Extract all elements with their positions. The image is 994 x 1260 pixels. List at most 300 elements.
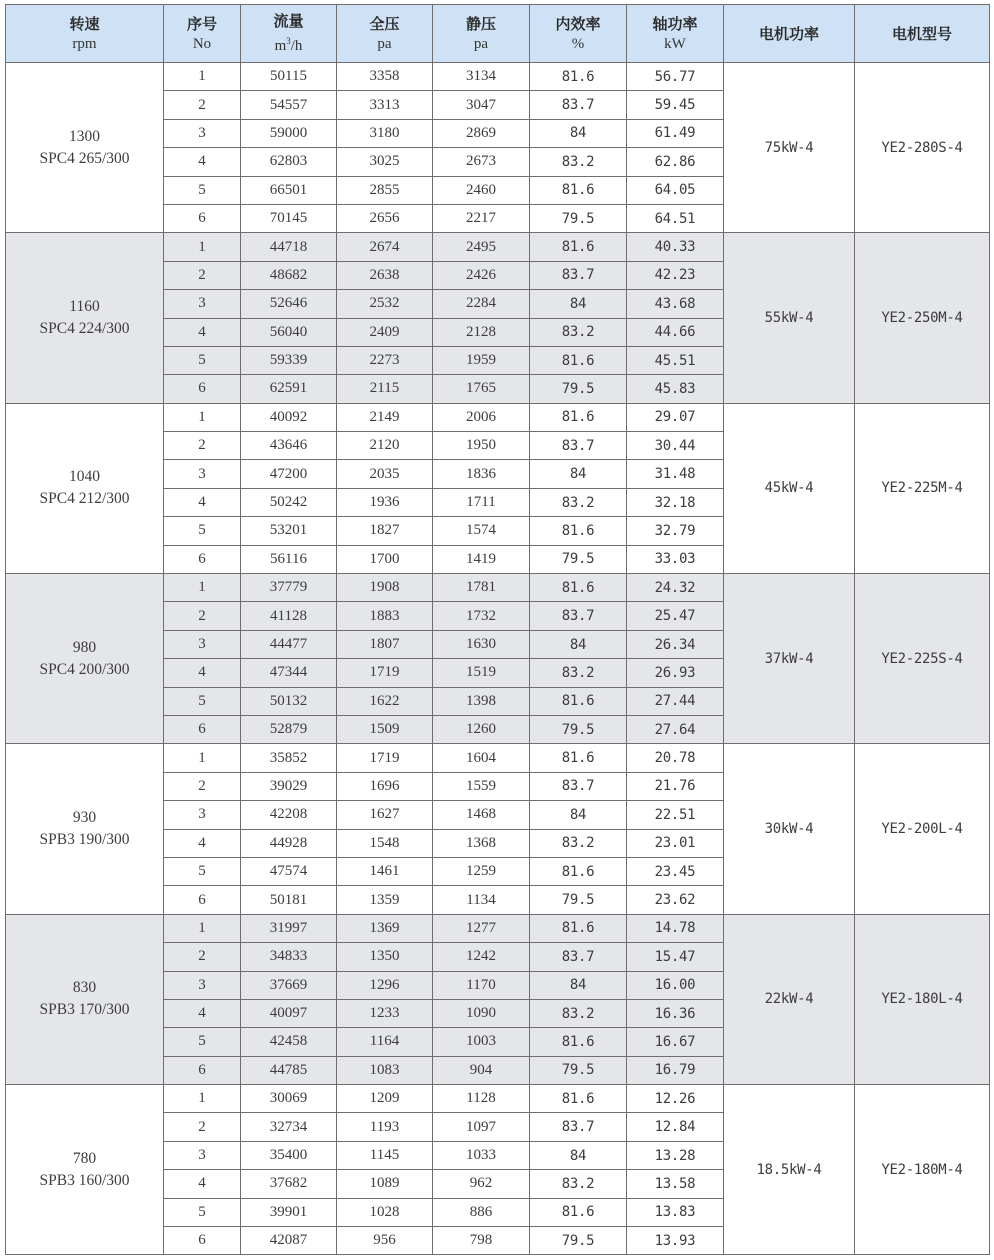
fan-model: SPB3 190/300 bbox=[39, 831, 130, 849]
total-pressure-cell: 1548 bbox=[337, 829, 433, 857]
efficiency-cell: 79.5 bbox=[530, 204, 627, 232]
efficiency-cell: 81.6 bbox=[530, 346, 627, 374]
shaft-power-cell: 62.86 bbox=[627, 148, 724, 176]
flow-cell: 50132 bbox=[241, 687, 337, 715]
total-pressure-cell: 1509 bbox=[337, 715, 433, 743]
row-no: 6 bbox=[164, 886, 241, 914]
efficiency-cell: 81.6 bbox=[530, 1198, 627, 1226]
static-pressure-cell: 1090 bbox=[433, 999, 530, 1027]
speed-value: 780 bbox=[72, 1149, 97, 1167]
row-no: 5 bbox=[164, 687, 241, 715]
table-row bbox=[6, 63, 990, 91]
shaft-power-cell: 31.48 bbox=[627, 460, 724, 488]
efficiency-cell: 79.5 bbox=[530, 1227, 627, 1255]
fan-performance-table bbox=[5, 4, 990, 1255]
shaft-power-cell: 27.44 bbox=[627, 687, 724, 715]
row-no: 5 bbox=[164, 1028, 241, 1056]
motor-model-cell: YE2-280S-4 bbox=[855, 63, 990, 233]
static-pressure-cell: 1134 bbox=[433, 886, 530, 914]
flow-cell: 70145 bbox=[241, 204, 337, 232]
total-pressure-cell: 1233 bbox=[337, 999, 433, 1027]
flow-cell: 31997 bbox=[241, 914, 337, 942]
static-pressure-cell: 1368 bbox=[433, 829, 530, 857]
static-pressure-cell: 2006 bbox=[433, 403, 530, 431]
flow-cell: 56116 bbox=[241, 545, 337, 573]
row-no: 4 bbox=[164, 1170, 241, 1198]
row-no: 4 bbox=[164, 829, 241, 857]
total-pressure-cell: 3313 bbox=[337, 91, 433, 119]
flow-cell: 42208 bbox=[241, 801, 337, 829]
flow-cell: 62803 bbox=[241, 148, 337, 176]
static-pressure-cell: 1033 bbox=[433, 1141, 530, 1169]
table-body bbox=[6, 63, 990, 1255]
efficiency-cell: 84 bbox=[530, 971, 627, 999]
total-pressure-cell: 1807 bbox=[337, 630, 433, 658]
header-internal-efficiency: 内效率 % bbox=[530, 5, 627, 63]
row-no: 4 bbox=[164, 148, 241, 176]
header-motor-power: 电机功率 bbox=[724, 5, 855, 63]
total-pressure-cell: 1700 bbox=[337, 545, 433, 573]
shaft-power-cell: 13.28 bbox=[627, 1141, 724, 1169]
shaft-power-cell: 44.66 bbox=[627, 318, 724, 346]
flow-cell: 44718 bbox=[241, 233, 337, 261]
speed-model-cell bbox=[6, 233, 164, 403]
shaft-power-cell: 24.32 bbox=[627, 574, 724, 602]
fan-model: SPC4 224/300 bbox=[39, 320, 130, 338]
static-pressure-cell: 1170 bbox=[433, 971, 530, 999]
flow-cell: 35400 bbox=[241, 1141, 337, 1169]
total-pressure-cell: 1627 bbox=[337, 801, 433, 829]
static-pressure-cell: 2128 bbox=[433, 318, 530, 346]
total-pressure-cell: 2409 bbox=[337, 318, 433, 346]
total-pressure-cell: 2855 bbox=[337, 176, 433, 204]
speed-model-cell bbox=[6, 1085, 164, 1255]
shaft-power-cell: 13.93 bbox=[627, 1227, 724, 1255]
row-no: 2 bbox=[164, 943, 241, 971]
flow-cell: 50115 bbox=[241, 63, 337, 91]
speed-value: 1300 bbox=[69, 127, 100, 145]
static-pressure-cell: 904 bbox=[433, 1056, 530, 1084]
flow-cell: 48682 bbox=[241, 261, 337, 289]
static-pressure-cell: 1259 bbox=[433, 857, 530, 885]
static-pressure-cell: 1574 bbox=[433, 517, 530, 545]
shaft-power-cell: 42.23 bbox=[627, 261, 724, 289]
motor-power-cell: 22kW-4 bbox=[724, 914, 855, 1084]
flow-cell: 50242 bbox=[241, 488, 337, 516]
total-pressure-cell: 2638 bbox=[337, 261, 433, 289]
total-pressure-cell: 2656 bbox=[337, 204, 433, 232]
row-no: 3 bbox=[164, 801, 241, 829]
shaft-power-cell: 45.83 bbox=[627, 375, 724, 403]
static-pressure-cell: 2217 bbox=[433, 204, 530, 232]
header-shaft-power: 轴功率 kW bbox=[627, 5, 724, 63]
row-no: 6 bbox=[164, 375, 241, 403]
flow-cell: 42087 bbox=[241, 1227, 337, 1255]
efficiency-cell: 79.5 bbox=[530, 886, 627, 914]
row-no: 4 bbox=[164, 999, 241, 1027]
flow-cell: 56040 bbox=[241, 318, 337, 346]
total-pressure-cell: 1719 bbox=[337, 659, 433, 687]
row-no: 1 bbox=[164, 574, 241, 602]
efficiency-cell: 84 bbox=[530, 460, 627, 488]
static-pressure-cell: 1097 bbox=[433, 1113, 530, 1141]
flow-cell: 59000 bbox=[241, 119, 337, 147]
row-no: 6 bbox=[164, 1056, 241, 1084]
total-pressure-cell: 1164 bbox=[337, 1028, 433, 1056]
table-row bbox=[6, 914, 990, 942]
efficiency-cell: 83.7 bbox=[530, 261, 627, 289]
total-pressure-cell: 1908 bbox=[337, 574, 433, 602]
row-no: 3 bbox=[164, 460, 241, 488]
total-pressure-cell: 1359 bbox=[337, 886, 433, 914]
efficiency-cell: 83.7 bbox=[530, 772, 627, 800]
motor-model-cell: YE2-200L-4 bbox=[855, 744, 990, 914]
static-pressure-cell: 1959 bbox=[433, 346, 530, 374]
row-no: 4 bbox=[164, 659, 241, 687]
flow-cell: 52879 bbox=[241, 715, 337, 743]
header-motor-model: 电机型号 bbox=[855, 5, 990, 63]
total-pressure-cell: 2120 bbox=[337, 432, 433, 460]
efficiency-cell: 83.7 bbox=[530, 943, 627, 971]
static-pressure-cell: 798 bbox=[433, 1227, 530, 1255]
row-no: 6 bbox=[164, 545, 241, 573]
shaft-power-cell: 56.77 bbox=[627, 63, 724, 91]
shaft-power-cell: 12.84 bbox=[627, 1113, 724, 1141]
total-pressure-cell: 1461 bbox=[337, 857, 433, 885]
flow-cell: 39901 bbox=[241, 1198, 337, 1226]
shaft-power-cell: 61.49 bbox=[627, 119, 724, 147]
efficiency-cell: 81.6 bbox=[530, 233, 627, 261]
efficiency-cell: 83.7 bbox=[530, 1113, 627, 1141]
row-no: 2 bbox=[164, 772, 241, 800]
flow-cell: 44928 bbox=[241, 829, 337, 857]
shaft-power-cell: 23.01 bbox=[627, 829, 724, 857]
row-no: 4 bbox=[164, 318, 241, 346]
efficiency-cell: 84 bbox=[530, 290, 627, 318]
flow-cell: 44477 bbox=[241, 630, 337, 658]
static-pressure-cell: 1836 bbox=[433, 460, 530, 488]
total-pressure-cell: 2532 bbox=[337, 290, 433, 318]
shaft-power-cell: 23.45 bbox=[627, 857, 724, 885]
table-header bbox=[6, 5, 990, 63]
total-pressure-cell: 1145 bbox=[337, 1141, 433, 1169]
efficiency-cell: 83.2 bbox=[530, 488, 627, 516]
total-pressure-cell: 1883 bbox=[337, 602, 433, 630]
flow-cell: 40092 bbox=[241, 403, 337, 431]
header-total-pressure: 全压 pa bbox=[337, 5, 433, 63]
flow-cell: 37682 bbox=[241, 1170, 337, 1198]
total-pressure-cell: 956 bbox=[337, 1227, 433, 1255]
header-static-pressure: 静压 pa bbox=[433, 5, 530, 63]
static-pressure-cell: 2673 bbox=[433, 148, 530, 176]
fan-model: SPC4 200/300 bbox=[39, 660, 130, 678]
total-pressure-cell: 1083 bbox=[337, 1056, 433, 1084]
motor-power-cell: 55kW-4 bbox=[724, 233, 855, 403]
speed-value: 930 bbox=[72, 809, 97, 827]
motor-power-cell: 18.5kW-4 bbox=[724, 1085, 855, 1255]
flow-cell: 50181 bbox=[241, 886, 337, 914]
efficiency-cell: 83.2 bbox=[530, 659, 627, 687]
shaft-power-cell: 20.78 bbox=[627, 744, 724, 772]
speed-model-cell bbox=[6, 403, 164, 573]
total-pressure-cell: 2115 bbox=[337, 375, 433, 403]
static-pressure-cell: 2426 bbox=[433, 261, 530, 289]
flow-cell: 47200 bbox=[241, 460, 337, 488]
flow-cell: 42458 bbox=[241, 1028, 337, 1056]
shaft-power-cell: 30.44 bbox=[627, 432, 724, 460]
shaft-power-cell: 59.45 bbox=[627, 91, 724, 119]
fan-model: SPB3 170/300 bbox=[39, 1001, 130, 1019]
speed-value: 1160 bbox=[69, 298, 100, 316]
shaft-power-cell: 40.33 bbox=[627, 233, 724, 261]
flow-cell: 44785 bbox=[241, 1056, 337, 1084]
efficiency-cell: 83.7 bbox=[530, 602, 627, 630]
efficiency-cell: 79.5 bbox=[530, 1056, 627, 1084]
flow-cell: 34833 bbox=[241, 943, 337, 971]
flow-cell: 43646 bbox=[241, 432, 337, 460]
shaft-power-cell: 27.64 bbox=[627, 715, 724, 743]
flow-cell: 40097 bbox=[241, 999, 337, 1027]
total-pressure-cell: 1936 bbox=[337, 488, 433, 516]
fan-model: SPC4 212/300 bbox=[39, 490, 130, 508]
table-row bbox=[6, 574, 990, 602]
shaft-power-cell: 32.18 bbox=[627, 488, 724, 516]
motor-model-cell: YE2-225S-4 bbox=[855, 574, 990, 744]
speed-value: 1040 bbox=[69, 468, 100, 486]
static-pressure-cell: 962 bbox=[433, 1170, 530, 1198]
static-pressure-cell: 886 bbox=[433, 1198, 530, 1226]
row-no: 2 bbox=[164, 1113, 241, 1141]
row-no: 3 bbox=[164, 119, 241, 147]
speed-model-cell bbox=[6, 744, 164, 914]
efficiency-cell: 84 bbox=[530, 630, 627, 658]
shaft-power-cell: 64.05 bbox=[627, 176, 724, 204]
efficiency-cell: 79.5 bbox=[530, 545, 627, 573]
flow-cell: 62591 bbox=[241, 375, 337, 403]
row-no: 5 bbox=[164, 176, 241, 204]
static-pressure-cell: 2284 bbox=[433, 290, 530, 318]
row-no: 2 bbox=[164, 602, 241, 630]
static-pressure-cell: 1277 bbox=[433, 914, 530, 942]
total-pressure-cell: 1369 bbox=[337, 914, 433, 942]
static-pressure-cell: 1260 bbox=[433, 715, 530, 743]
total-pressure-cell: 2674 bbox=[337, 233, 433, 261]
flow-cell: 35852 bbox=[241, 744, 337, 772]
total-pressure-cell: 2273 bbox=[337, 346, 433, 374]
flow-cell: 41128 bbox=[241, 602, 337, 630]
efficiency-cell: 81.6 bbox=[530, 1028, 627, 1056]
shaft-power-cell: 43.68 bbox=[627, 290, 724, 318]
total-pressure-cell: 2149 bbox=[337, 403, 433, 431]
speed-model-cell bbox=[6, 914, 164, 1084]
shaft-power-cell: 16.67 bbox=[627, 1028, 724, 1056]
flow-cell: 47574 bbox=[241, 857, 337, 885]
total-pressure-cell: 1193 bbox=[337, 1113, 433, 1141]
header-speed: 转速 rpm bbox=[6, 5, 164, 63]
header-no: 序号 No bbox=[164, 5, 241, 63]
shaft-power-cell: 64.51 bbox=[627, 204, 724, 232]
shaft-power-cell: 32.79 bbox=[627, 517, 724, 545]
static-pressure-cell: 1519 bbox=[433, 659, 530, 687]
shaft-power-cell: 16.00 bbox=[627, 971, 724, 999]
shaft-power-cell: 25.47 bbox=[627, 602, 724, 630]
flow-cell: 53201 bbox=[241, 517, 337, 545]
efficiency-cell: 83.2 bbox=[530, 148, 627, 176]
total-pressure-cell: 1209 bbox=[337, 1085, 433, 1113]
static-pressure-cell: 1630 bbox=[433, 630, 530, 658]
row-no: 1 bbox=[164, 63, 241, 91]
static-pressure-cell: 1559 bbox=[433, 772, 530, 800]
row-no: 6 bbox=[164, 204, 241, 232]
flow-cell: 52646 bbox=[241, 290, 337, 318]
efficiency-cell: 81.6 bbox=[530, 176, 627, 204]
efficiency-cell: 83.2 bbox=[530, 318, 627, 346]
static-pressure-cell: 1711 bbox=[433, 488, 530, 516]
static-pressure-cell: 1128 bbox=[433, 1085, 530, 1113]
header-flow: 流量 $m^3/h$ bbox=[241, 5, 337, 63]
static-pressure-cell: 1419 bbox=[433, 545, 530, 573]
efficiency-cell: 83.7 bbox=[530, 91, 627, 119]
row-no: 6 bbox=[164, 1227, 241, 1255]
flow-cell: 39029 bbox=[241, 772, 337, 800]
flow-cell: 47344 bbox=[241, 659, 337, 687]
shaft-power-cell: 16.36 bbox=[627, 999, 724, 1027]
row-no: 2 bbox=[164, 91, 241, 119]
static-pressure-cell: 2460 bbox=[433, 176, 530, 204]
efficiency-cell: 81.6 bbox=[530, 687, 627, 715]
static-pressure-cell: 2495 bbox=[433, 233, 530, 261]
row-no: 1 bbox=[164, 233, 241, 261]
static-pressure-cell: 1398 bbox=[433, 687, 530, 715]
total-pressure-cell: 1696 bbox=[337, 772, 433, 800]
efficiency-cell: 81.6 bbox=[530, 63, 627, 91]
motor-power-cell: 37kW-4 bbox=[724, 574, 855, 744]
shaft-power-cell: 21.76 bbox=[627, 772, 724, 800]
static-pressure-cell: 2869 bbox=[433, 119, 530, 147]
motor-power-cell: 30kW-4 bbox=[724, 744, 855, 914]
total-pressure-cell: 3358 bbox=[337, 63, 433, 91]
row-no: 1 bbox=[164, 914, 241, 942]
flow-cell: 37779 bbox=[241, 574, 337, 602]
flow-cell: 59339 bbox=[241, 346, 337, 374]
static-pressure-cell: 1604 bbox=[433, 744, 530, 772]
efficiency-cell: 84 bbox=[530, 119, 627, 147]
row-no: 1 bbox=[164, 1085, 241, 1113]
efficiency-cell: 81.6 bbox=[530, 857, 627, 885]
flow-cell: 54557 bbox=[241, 91, 337, 119]
flow-cell: 32734 bbox=[241, 1113, 337, 1141]
efficiency-cell: 81.6 bbox=[530, 574, 627, 602]
efficiency-cell: 81.6 bbox=[530, 403, 627, 431]
total-pressure-cell: 1028 bbox=[337, 1198, 433, 1226]
flow-cell: 37669 bbox=[241, 971, 337, 999]
shaft-power-cell: 45.51 bbox=[627, 346, 724, 374]
shaft-power-cell: 29.07 bbox=[627, 403, 724, 431]
shaft-power-cell: 26.93 bbox=[627, 659, 724, 687]
static-pressure-cell: 1781 bbox=[433, 574, 530, 602]
efficiency-cell: 81.6 bbox=[530, 914, 627, 942]
speed-model-cell bbox=[6, 63, 164, 233]
fan-model: SPC4 265/300 bbox=[39, 149, 130, 167]
efficiency-cell: 83.2 bbox=[530, 829, 627, 857]
total-pressure-cell: 1719 bbox=[337, 744, 433, 772]
speed-model-cell bbox=[6, 574, 164, 744]
static-pressure-cell: 1468 bbox=[433, 801, 530, 829]
row-no: 3 bbox=[164, 630, 241, 658]
table-row bbox=[6, 744, 990, 772]
fan-model: SPB3 160/300 bbox=[39, 1171, 130, 1189]
row-no: 5 bbox=[164, 346, 241, 374]
static-pressure-cell: 1003 bbox=[433, 1028, 530, 1056]
static-pressure-cell: 1950 bbox=[433, 432, 530, 460]
shaft-power-cell: 13.83 bbox=[627, 1198, 724, 1226]
row-no: 2 bbox=[164, 261, 241, 289]
motor-power-cell: 75kW-4 bbox=[724, 63, 855, 233]
static-pressure-cell: 1242 bbox=[433, 943, 530, 971]
row-no: 5 bbox=[164, 517, 241, 545]
total-pressure-cell: 1296 bbox=[337, 971, 433, 999]
shaft-power-cell: 15.47 bbox=[627, 943, 724, 971]
flow-cell: 66501 bbox=[241, 176, 337, 204]
row-no: 1 bbox=[164, 403, 241, 431]
efficiency-cell: 84 bbox=[530, 801, 627, 829]
motor-model-cell: YE2-180L-4 bbox=[855, 914, 990, 1084]
efficiency-cell: 83.7 bbox=[530, 432, 627, 460]
total-pressure-cell: 3180 bbox=[337, 119, 433, 147]
efficiency-cell: 83.2 bbox=[530, 1170, 627, 1198]
efficiency-cell: 83.2 bbox=[530, 999, 627, 1027]
static-pressure-cell: 1732 bbox=[433, 602, 530, 630]
shaft-power-cell: 12.26 bbox=[627, 1085, 724, 1113]
efficiency-cell: 81.6 bbox=[530, 1085, 627, 1113]
total-pressure-cell: 1089 bbox=[337, 1170, 433, 1198]
table-row bbox=[6, 233, 990, 261]
row-no: 2 bbox=[164, 432, 241, 460]
shaft-power-cell: 26.34 bbox=[627, 630, 724, 658]
shaft-power-cell: 22.51 bbox=[627, 801, 724, 829]
static-pressure-cell: 3134 bbox=[433, 63, 530, 91]
row-no: 4 bbox=[164, 488, 241, 516]
static-pressure-cell: 3047 bbox=[433, 91, 530, 119]
efficiency-cell: 84 bbox=[530, 1141, 627, 1169]
row-no: 6 bbox=[164, 715, 241, 743]
efficiency-cell: 81.6 bbox=[530, 744, 627, 772]
total-pressure-cell: 2035 bbox=[337, 460, 433, 488]
motor-model-cell: YE2-225M-4 bbox=[855, 403, 990, 573]
header-row bbox=[6, 5, 990, 63]
total-pressure-cell: 1350 bbox=[337, 943, 433, 971]
shaft-power-cell: 16.79 bbox=[627, 1056, 724, 1084]
motor-model-cell: YE2-180M-4 bbox=[855, 1085, 990, 1255]
row-no: 5 bbox=[164, 857, 241, 885]
motor-model-cell: YE2-250M-4 bbox=[855, 233, 990, 403]
motor-power-cell: 45kW-4 bbox=[724, 403, 855, 573]
speed-value: 830 bbox=[72, 979, 97, 997]
total-pressure-cell: 1622 bbox=[337, 687, 433, 715]
speed-value: 980 bbox=[72, 638, 97, 656]
shaft-power-cell: 23.62 bbox=[627, 886, 724, 914]
total-pressure-cell: 1827 bbox=[337, 517, 433, 545]
table-row bbox=[6, 403, 990, 431]
total-pressure-cell: 3025 bbox=[337, 148, 433, 176]
efficiency-cell: 81.6 bbox=[530, 517, 627, 545]
row-no: 5 bbox=[164, 1198, 241, 1226]
shaft-power-cell: 13.58 bbox=[627, 1170, 724, 1198]
flow-cell: 30069 bbox=[241, 1085, 337, 1113]
efficiency-cell: 79.5 bbox=[530, 375, 627, 403]
table-row bbox=[6, 1085, 990, 1113]
shaft-power-cell: 14.78 bbox=[627, 914, 724, 942]
